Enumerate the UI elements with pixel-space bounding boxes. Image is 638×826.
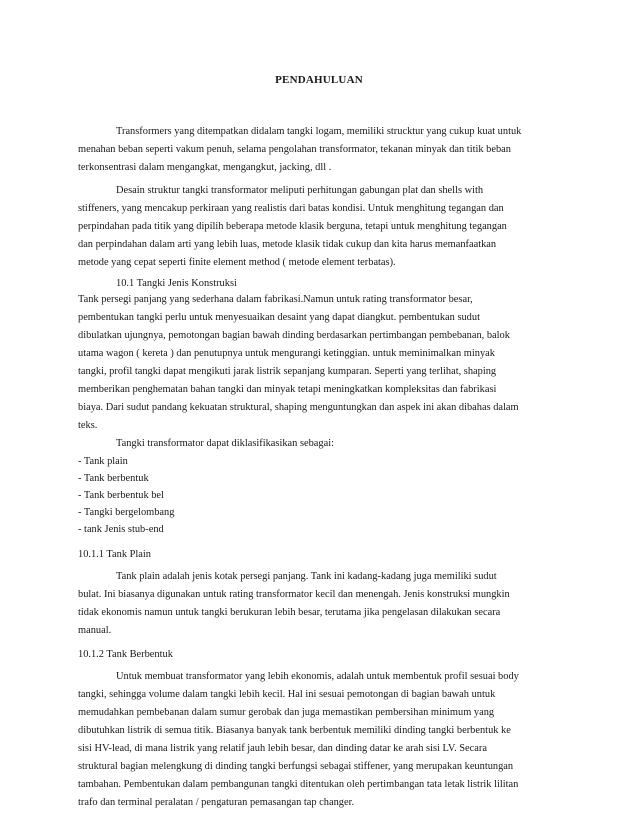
paragraph-line: terkonsentrasi dalam mengangkat, mengangkut, jacking, dll .: [78, 162, 332, 173]
section-heading: 10.1 Tangki Jenis Konstruksi: [116, 278, 237, 289]
paragraph-line: tambahan. Pembentukan dalam pembangunan tangki ditentukan oleh pertimbangan tata letak listrik lilitan: [78, 779, 519, 790]
paragraph-line: manual.: [78, 625, 112, 636]
paragraph-line: tangki, profil tangki dapat mengikuti jarak listrik sepanjang kumparan. Seperti yang terlihat, shaping: [78, 366, 497, 377]
page-title: PENDAHULUAN: [275, 74, 363, 86]
list-item: - Tank berbentuk: [78, 473, 149, 484]
paragraph-line: trafo dan terminal peralatan / pengaturan pemasangan tap changer.: [78, 797, 355, 808]
paragraph-line: utama wagon ( kereta ) dan penutupnya untuk mengurangi ketinggian. untuk meminimalkan minyak: [78, 348, 495, 359]
list-item: - Tank plain: [78, 456, 128, 467]
paragraph-line: memberikan penghematan bahan tangki dan minyak tetapi meningkatkan kompleksitas dan fabrikasi: [78, 384, 497, 395]
section-heading: 10.1.1 Tank Plain: [78, 549, 151, 560]
paragraph-line: Transformers yang ditempatkan didalam tangki logam, memiliki strucktur yang cukup kuat untuk: [116, 126, 522, 137]
paragraph-line: pembentukan tangki perlu untuk menyesuaikan desaint yang dapat diangkut. pembentukan sudut: [78, 312, 480, 323]
list-item: - Tank berbentuk bel: [78, 490, 164, 501]
paragraph-line: Tangki transformator dapat diklasifikasikan sebagai:: [116, 438, 334, 449]
section-heading: 10.1.2 Tank Berbentuk: [78, 649, 173, 660]
paragraph-line: stiffeners, yang mencakup perkiraan yang realistis dari batas kondisi. Untuk menghitung tegangan dan: [78, 203, 504, 214]
paragraph-line: biaya. Dari sudut pandang kekuatan struktural, shaping menguntungkan dan aspek ini akan dibahas dalam: [78, 402, 519, 413]
list-item: - tank Jenis stub-end: [78, 524, 164, 535]
paragraph-line: Tank plain adalah jenis kotak persegi panjang. Tank ini kadang-kadang juga memiliki sudut: [116, 571, 497, 582]
paragraph-line: memudahkan pembebanan dalam sumur gerobak dan juga memastikan pembersihan minimum yang: [78, 707, 495, 718]
paragraph-line: Tank persegi panjang yang sederhana dalam fabrikasi.Namun untuk rating transformator besar,: [78, 294, 473, 305]
paragraph-line: dibutuhkan listrik di semua titik. Biasanya banyak tank berbentuk memiliki dinding tangki berbentuk ke: [78, 725, 511, 736]
paragraph-line: dibulatkan ujungnya, pemotongan bagian bawah dinding berdasarkan pertimbangan pembebanan, balok: [78, 330, 510, 341]
paragraph-line: teks.: [78, 420, 98, 431]
paragraph-line: Untuk membuat transformator yang lebih ekonomis, adalah untuk membentuk profil sesuai body: [116, 671, 519, 682]
paragraph-line: dan perpindahan dalam arti yang lebih luas, metode klasik tidak cukup dan kita harus memanfaatkan: [78, 239, 497, 250]
paragraph-line: menahan beban seperti vakum penuh, selama pengolahan transformator, tekanan minyak dan titik beban: [78, 144, 511, 155]
paragraph-line: sisi HV-lead, di mana listrik yang relatif jauh lebih besar, dan dinding datar ke arah sisi LV. Secara: [78, 743, 487, 754]
list-item: - Tangki bergelombang: [78, 507, 175, 518]
paragraph-line: metode yang cepat seperti finite element method ( metode element terbatas).: [78, 257, 396, 268]
paragraph-line: perpindahan pada titik yang dipilih beberapa metode klasik berguna, tetapi untuk menghitung tegangan: [78, 221, 507, 232]
paragraph-line: bulat. Ini biasanya digunakan untuk rating transformator kecil dan menengah. Jenis konstruksi mungkin: [78, 589, 510, 600]
paragraph-line: tangki, sehingga volume dalam tangki lebih kecil. Hal ini sesuai pemotongan di bagian bawah untuk: [78, 689, 496, 700]
paragraph-line: Desain struktur tangki transformator meliputi perhitungan gabungan plat dan shells with: [116, 185, 484, 196]
paragraph-line: tidak ekonomis namun untuk tangki berukuran lebih besar, terutama jika pengelasan dilakukan secara: [78, 607, 501, 618]
paragraph-line: struktural bagian melengkung di dinding tangki berfungsi sebagai stiffener, yang merupakan keuntungan: [78, 761, 514, 772]
